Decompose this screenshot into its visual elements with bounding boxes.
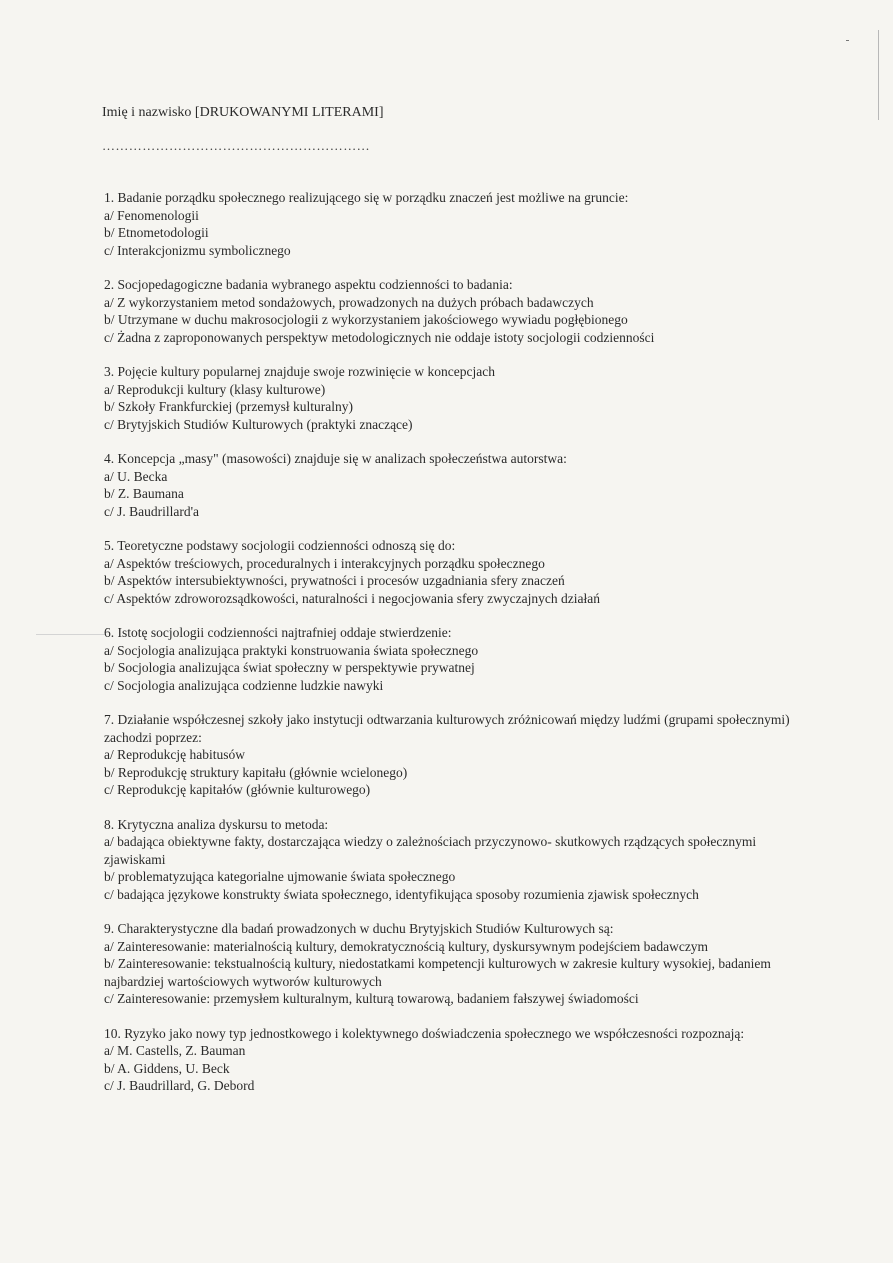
answer-option-a: a/ Fenomenologii — [104, 207, 199, 223]
answer-option-c: c/ Socjologia analizująca codzienne ludzkie nawyki — [104, 677, 384, 693]
question-3 — [104, 363, 794, 433]
answer-option-a: a/ Z wykorzystaniem metod sondażowych, prowadzonych na dużych próbach badawczych — [104, 294, 594, 310]
question-1 — [104, 189, 794, 259]
answer-option-c: c/ J. Baudrillard, G. Debord — [104, 1078, 255, 1093]
answer-option-c: c/ Żadna z zaproponowanych perspektyw metodologicznych nie oddaje istoty socjologii codzienności — [104, 329, 655, 345]
question-9 — [104, 920, 794, 1008]
answer-option-a: a/ Reprodukcję habitusów — [104, 747, 245, 762]
question-text: 9. Charakterystyczne dla badań prowadzonych w duchu Brytyjskich Studiów Kulturowych są: — [104, 921, 614, 936]
answer-option-b: b/ Socjologia analizująca świat społeczny w perspektywie prywatnej — [104, 660, 475, 675]
question-6 — [104, 624, 794, 694]
answer-option-b: b/ Z. Baumana — [104, 486, 184, 501]
name-fill-line: …………………………………………………… — [102, 138, 370, 153]
answer-option-a: a/ U. Becka — [104, 468, 168, 484]
page-edge-line — [878, 30, 879, 120]
answer-option-b: b/ Etnometodologii — [104, 225, 209, 240]
answer-option-a: a/ Socjologia analizująca praktyki konstruowania świata społecznego — [104, 642, 479, 658]
answer-option-a: a/ Aspektów treściowych, proceduralnych i interakcyjnych porządku społecznego — [104, 555, 545, 571]
answer-option-c: c/ Brytyjskich Studiów Kulturowych (praktyki znaczące) — [104, 416, 413, 432]
question-list — [104, 189, 794, 1112]
question-text: 2. Socjopedagogiczne badania wybranego aspektu codzienności to badania: — [104, 277, 513, 292]
question-text: 6. Istotę socjologii codzienności najtrafniej oddaje stwierdzenie: — [104, 625, 452, 640]
answer-option-b: b/ Aspektów intersubiektywności, prywatności i procesów uzgadniania sfery znaczeń — [104, 573, 565, 588]
answer-option-a: a/ Reprodukcji kultury (klasy kulturowe) — [104, 381, 326, 397]
name-label: Imię i nazwisko [DRUKOWANYMI LITERAMI] — [102, 105, 384, 120]
answer-option-c: c/ Reprodukcję kapitałów (głównie kulturowego) — [104, 782, 371, 797]
answer-option-b: b/ Zainteresowanie: tekstualnością kultury, niedostatkami kompetencji kulturowych w zakresie kultury wysokiej, badaniem najbardziej wartościowych wytworów kulturowych — [104, 956, 771, 989]
answer-option-c: c/ Aspektów zdroworozsądkowości, naturalności i negocjowania sfery zwyczajnych działań — [104, 590, 600, 606]
question-8 — [104, 816, 794, 904]
question-text: 1. Badanie porządku społecznego realizującego się w porządku znaczeń jest możliwe na gruncie: — [104, 190, 629, 205]
question-5 — [104, 537, 794, 607]
question-text: 10. Ryzyko jako nowy typ jednostkowego i kolektywnego doświadczenia społecznego we współczesności rozpoznają: — [104, 1025, 745, 1041]
question-text: 7. Działanie współczesnej szkoły jako instytucji odtwarzania kulturowych zróżnicowań między ludźmi (grupami społecznymi) zachodzi poprzez: — [104, 712, 790, 745]
answer-option-a: a/ Zainteresowanie: materialnością kultury, demokratycznością kultury, dyskursywnym podejściem badawczym — [104, 938, 709, 954]
question-text: 5. Teoretyczne podstawy socjologii codzienności odnoszą się do: — [104, 538, 456, 553]
answer-option-c: c/ badająca językowe konstrukty świata społecznego, identyfikująca sposoby rozumienia zjawisk społecznych — [104, 886, 699, 902]
question-4 — [104, 450, 794, 520]
answer-option-a: a/ M. Castells, Z. Bauman — [104, 1043, 246, 1058]
question-text: 3. Pojęcie kultury popularnej znajduje swoje rozwinięcie w koncepcjach — [104, 364, 495, 379]
answer-option-b: b/ Szkoły Frankfurckiej (przemysł kulturalny) — [104, 399, 353, 414]
answer-option-b: b/ A. Giddens, U. Beck — [104, 1060, 230, 1076]
answer-option-a: a/ badająca obiektywne fakty, dostarczająca wiedzy o zależnościach przyczynowo- skutkowych rządzących społecznymi zjawiskami — [104, 834, 757, 867]
question-2 — [104, 276, 794, 346]
question-text: 4. Koncepcja „masy" (masowości) znajduje się w analizach społeczeństwa autorstwa: — [104, 451, 567, 466]
scan-artifact — [846, 40, 849, 41]
answer-option-b: b/ Reprodukcję struktury kapitału (głównie wcielonego) — [104, 764, 408, 780]
answer-option-c: c/ J. Baudrillard'a — [104, 503, 200, 519]
question-7 — [104, 711, 794, 799]
question-text: 8. Krytyczna analiza dyskursu to metoda: — [104, 816, 329, 832]
answer-option-b: b/ problematyzująca kategorialne ujmowanie świata społecznego — [104, 869, 456, 884]
question-10 — [104, 1025, 794, 1095]
answer-option-c: c/ Zainteresowanie: przemysłem kulturalnym, kulturą towarową, badaniem fałszywej świadomości — [104, 991, 639, 1006]
answer-option-c: c/ Interakcjonizmu symbolicznego — [104, 242, 291, 258]
answer-option-b: b/ Utrzymane w duchu makrosocjologii z wykorzystaniem jakościowego wywiadu pogłębionego — [104, 312, 628, 327]
fold-mark — [36, 634, 106, 635]
